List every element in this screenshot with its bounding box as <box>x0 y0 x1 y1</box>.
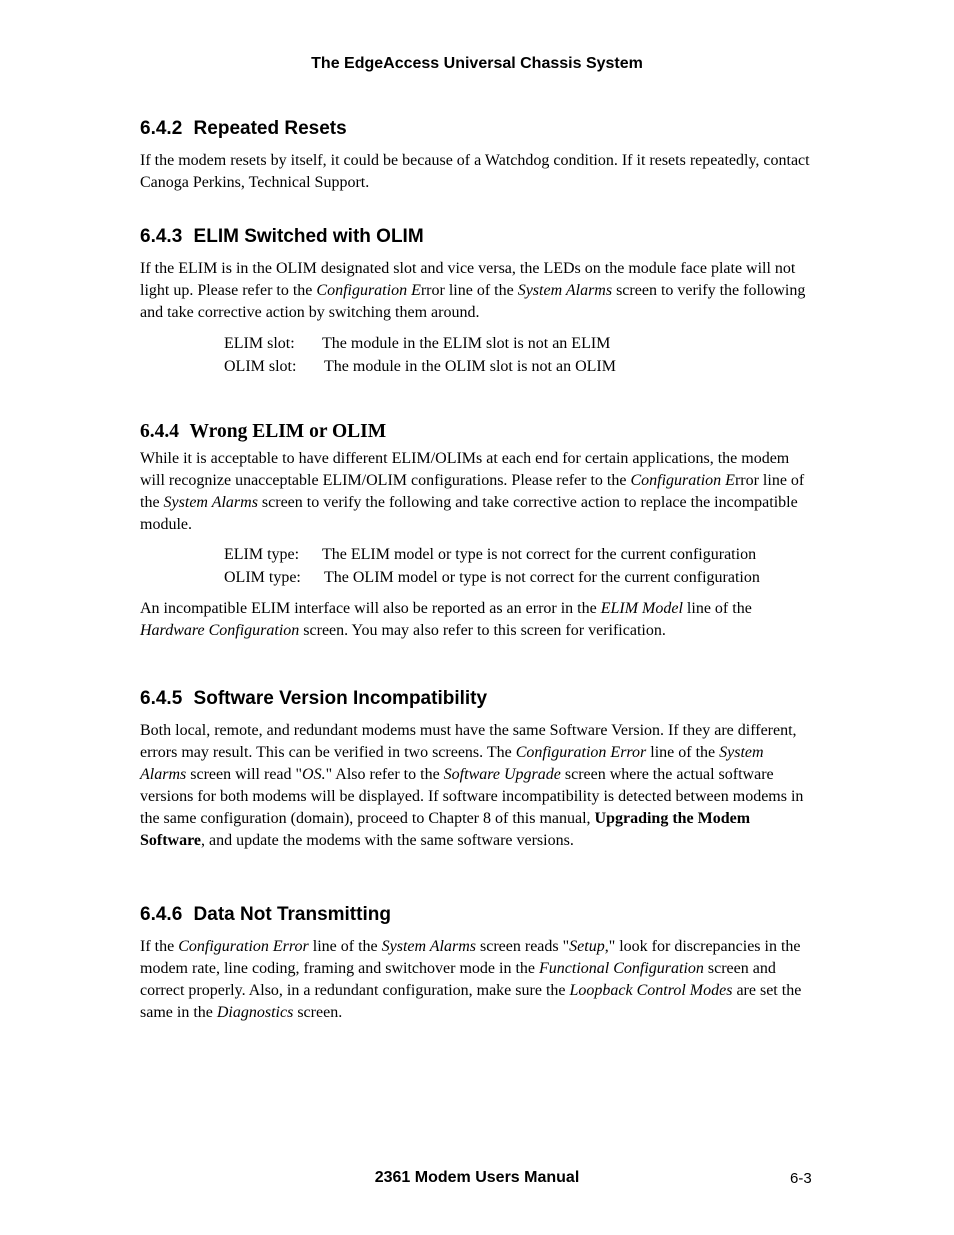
definition-desc: The ELIM model or type is not correct for the current configuration <box>322 546 757 563</box>
section-heading-6-4-6 <box>140 904 391 926</box>
section-title: Wrong ELIM or OLIM <box>189 421 387 442</box>
definition-term: ELIM slot: <box>224 335 295 352</box>
running-footer: 2361 Modem Users Manual <box>374 1169 580 1186</box>
definition-term: OLIM type: <box>224 569 301 586</box>
text-run: are set the same in the <box>140 982 802 1021</box>
italic-text: Configuration E <box>316 282 421 299</box>
text-run: screen will read " <box>186 766 303 783</box>
text-run: line of the <box>646 744 720 761</box>
definition-item <box>224 544 756 566</box>
definition-term: ELIM type: <box>224 546 300 563</box>
italic-text: Hardware Configuration <box>140 622 300 639</box>
definition-item <box>224 567 760 589</box>
definition-desc: The OLIM model or type is not correct for the current configuration <box>324 569 760 586</box>
italic-text: Diagnostics <box>216 1004 294 1021</box>
text-run: screen to verify the following and take corrective action by switching them around. <box>140 282 806 321</box>
italic-text: System Alarms <box>381 938 476 955</box>
paragraph <box>140 720 812 852</box>
paragraph <box>140 258 812 324</box>
definition-item <box>224 333 610 355</box>
section-heading-6-4-3 <box>140 226 424 248</box>
text-run: line of the <box>308 938 382 955</box>
italic-text: System Alarms <box>163 494 258 511</box>
text-run: line of the <box>682 600 752 617</box>
text-run: screen. You may also refer to this screen for verification. <box>299 622 666 639</box>
italic-text: System Alarms <box>140 744 764 783</box>
italic-text: Software Upgrade <box>443 766 561 783</box>
italic-text: Configuration Error <box>178 938 309 955</box>
text-run: ," look for discrepancies in the modem rate, line coding, framing and switchover mode in the <box>140 938 801 977</box>
text-run: An incompatible ELIM interface will also be reported as an error in the <box>140 600 601 617</box>
text-run: If the ELIM is in the OLIM designated slot and vice versa, the LEDs on the module face plate will not light up. Please refer to the <box>140 260 796 299</box>
text-run: screen reads " <box>476 938 570 955</box>
section-title: Data Not Transmitting <box>193 904 391 925</box>
paragraph <box>140 598 812 642</box>
paragraph <box>140 448 812 536</box>
italic-text: OS. <box>302 766 326 783</box>
running-header: The EdgeAccess Universal Chassis System <box>311 55 643 72</box>
bold-text: Upgrading the Modem Software <box>140 810 751 849</box>
paragraph: If the modem resets by itself, it could be because of a Watchdog condition. If it resets repeatedly, contact Canoga Perkins, Technical Support. <box>140 152 810 191</box>
text-run: screen where the actual software versions for both modems will be displayed. If software incompatibility is detected between modems in the same configuration (domain), proceed to Chapter 8 of this manual, <box>140 766 804 827</box>
section-number: 6.4.4 <box>140 421 179 442</box>
section-title: Repeated Resets <box>193 118 347 139</box>
text-run: screen to verify the following and take corrective action to replace the incompatible module. <box>140 494 798 533</box>
text-run: If the <box>140 938 179 955</box>
italic-text: System Alarms <box>517 282 613 299</box>
italic-text: Configuration Error <box>515 744 647 761</box>
paragraph <box>140 936 812 1024</box>
text-run: screen. <box>293 1004 343 1021</box>
italic-text: ELIM Model <box>600 600 683 617</box>
section-title: Software Version Incompatibility <box>193 688 488 709</box>
text-run: Both local, remote, and redundant modems must have the same Software Version. If they are different, errors may result. This can be verified in two screens. The <box>140 722 797 761</box>
section-heading-6-4-4 <box>140 421 386 443</box>
definition-item <box>224 356 616 378</box>
section-number: 6.4.3 <box>140 226 183 247</box>
text-run: While it is acceptable to have different ELIM/OLIMs at each end for certain applications, the modem will recognize unacceptable ELIM/OLIM configurations. Please refer to the <box>140 450 790 489</box>
text-run: , and update the modems with the same software versions. <box>201 832 574 849</box>
section-title: ELIM Switched with OLIM <box>193 226 424 247</box>
page-number: 6-3 <box>790 1170 812 1187</box>
italic-text: Configuration E <box>630 472 735 489</box>
section-number: 6.4.6 <box>140 904 183 925</box>
section-number: 6.4.2 <box>140 118 183 139</box>
italic-text: Functional Configuration <box>539 960 704 977</box>
section-heading-6-4-2 <box>140 118 347 140</box>
section-number: 6.4.5 <box>140 688 183 709</box>
definition-term: OLIM slot: <box>224 358 297 375</box>
text-run: rror line of the <box>420 282 518 299</box>
text-run: rror line of the <box>140 472 805 511</box>
definition-desc: The module in the ELIM slot is not an ELIM <box>322 335 611 352</box>
italic-text: Loopback Control Modes <box>569 982 733 999</box>
text-run: " Also refer to the <box>325 766 444 783</box>
definition-desc: The module in the OLIM slot is not an OLIM <box>324 358 616 375</box>
section-heading-6-4-5 <box>140 688 487 710</box>
italic-text: Setup <box>569 938 605 955</box>
text-run: screen and correct properly. Also, in a redundant configuration, make sure the <box>140 960 776 999</box>
